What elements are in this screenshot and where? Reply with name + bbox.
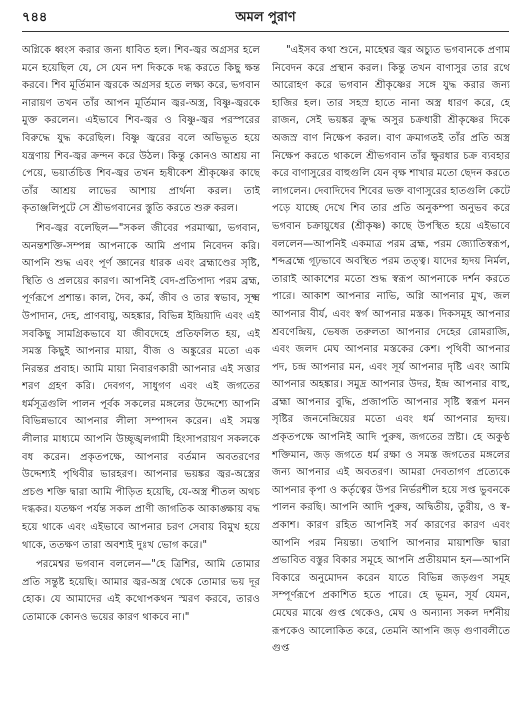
book-title: অমল পুরাণ [235, 10, 296, 25]
page-header [22, 8, 509, 28]
paragraph: পরমেশ্বর ভগবান বললেন—"হে ত্রিশির, আমি তোমার প্রতি সন্তুষ্ট হয়েছি। আমার জ্বর-অস্ত্র থেকে তোমার ভয় দূর হোক। যে আমাদের এই কথোপকথন স্মরণ করবে, তারও তোমাকে কোনও ভয়ের কারণ থাকবে না।" [22, 559, 260, 623]
page-number: ৭৪৪ [22, 10, 48, 25]
paragraph: শিব-জ্বর বলেছিল—"সকল জীবের পরমাত্মা, ভগবান, অনন্তশক্তি-সম্পন্ন আপনাকে আমি প্রণাম নিবেদন করি। আপনি শুদ্ধ এবং পূর্ণ জ্ঞানের ধারক এবং ব্রহ্মাণ্ডের সৃষ্টি, স্থিতি ও প্রলয়ের কারণ। আপনিই বেদ-প্রতিপাদ্য পরম ব্রহ্ম, পূর্ণরূপে প্রশান্ত। কাল, দৈব, কর্ম, জীব ও তার স্বভাব, সূক্ষ্ম উপাদান, দেহ, প্রাণবায়ু, অহঙ্কার, বিভিন্ন ইন্দ্রিয়াদি এবং এই সবকিছু সামগ্রিকভাবে যা জীবদেহে প্রতিফলিত হয়, এই সমস্ত কিছুই আপনার মায়া, বীজ ও অঙ্কুরের মতো এক নিরন্তর প্রবাহ। আমি মায়া নিবারণকারী আপনার এই সত্তার শরণ গ্রহণ করি। দেবগণ, সাধুগণ এবং এই জগতের ধর্মসূত্রগুলি পালন পূর্বক সকলের মঙ্গলের উদ্দেশ্যে আপনি বিভিন্নভাবে আপনার লীলা সম্পাদন করেন। এই সমস্ত লীলার মাধ্যমে আপনি উচ্ছৃঙ্খলগামী হিংসাপরায়ণ সকলকে বধ করেন। প্রকৃতপক্ষে, আপনার বর্তমান অবতরণের উদ্দেশ্যই পৃথিবীর ভারহরণ। আপনার ভয়ঙ্কর জ্বর-অস্ত্রের প্রচণ্ড শক্তি দ্বারা আমি পীড়িত হয়েছি, যে-অস্ত্র শীতল অথচ দগ্ধকর। যতক্ষণ পর্যন্ত সকল প্রাণী জাগতিক আকাঙ্ক্ষায় বদ্ধ হয়ে থাকে এবং এইভাবে আপনার চরণ সেবায় বিমুখ হয়ে থাকে, ততক্ষণ তারা অবশ্যই দুঃখ ভোগ করে।" [22, 222, 260, 551]
right-column [272, 42, 510, 699]
paragraph: "এইসব কথা শুনে, মাহেশ্বর জ্বর অচ্যুত ভগবানকে প্রণাম নিবেদন করে প্রস্থান করল। কিন্তু তখন বাণাসুর তার রথে আরোহণ করে ভগবান শ্রীকৃষ্ণের সঙ্গে যুদ্ধ করার জন্য হাজির হল। তার সহস্র হাতে নানা অস্ত্র ধারণ করে, হে রাজন, সেই ভয়ঙ্কর ক্রুদ্ধ অসুর চক্রধারী শ্রীকৃষ্ণের দিকে অজস্র বাণ নিক্ষেপ করল। বাণ ক্রমাগতই তাঁর প্রতি অস্ত্র নিক্ষেপ করতে থাকলে শ্রীভগবান তাঁর ক্ষুরধার চক্র ব্যবহার করে বাণাসুরের বাহুগুলি যেন বৃক্ষ শাখার মতো ছেদন করতে লাগলেন। দেবাদিদেব শিবের ভক্ত বাণাসুরের হাতগুলি কেটে পড়ে যাচ্ছে দেখে শিব তার প্রতি অনুকম্পা অনুভব করে ভগবান চক্রায়ুধের (শ্রীকৃষ্ণ) কাছে উপস্থিত হয়ে এইভাবে বললেন—আপনিই একমাত্র পরম ব্রহ্ম, পরম জ্যোতিস্বরূপ, শব্দব্রহ্মে গূঢ়ভাবে অবস্থিত পরম তত্ত্ব। যাদের হৃদয় নির্মল, তারাই আকাশের মতো শুদ্ধ স্বরূপ আপনাকে দর্শন করতে পারে। আকাশ আপনার নাভি, অগ্নি আপনার মুখ, জল আপনার বীর্য, এবং স্বর্গ আপনার মস্তক। দিকসমূহ আপনার শ্রবণেন্দ্রিয়, ভেষজ তরুলতা আপনার দেহের রোমরাজি, এবং জলদ মেঘ আপনার মস্তকের কেশ। পৃথিবী আপনার পদ, চন্দ্র আপনার মন, এবং সূর্য আপনার দৃষ্টি এবং আমি আপনার অহঙ্কার। সমুদ্র আপনার উদর, ইন্দ্র আপনার বাহু, ব্রহ্মা আপনার বুদ্ধি, প্রজাপতি আপনার সৃষ্টি স্বরূপ মনন সৃষ্টির জননেন্দ্রিয়ের মতো এবং ধর্ম আপনার হৃদয়। প্রকৃতপক্ষে আপনিই আদি পুরুষ, জগতের স্রষ্টা। হে অকুণ্ঠ শক্তিমান, জড় জগতে ধর্ম রক্ষা ও সমস্ত জগতের মঙ্গলের জন্য আপনার এই অবতরণ। আমরা দেবতাগণ প্রত্যেকে আপনার কৃপা ও কর্তৃত্বের উপর নির্ভরশীল হয়ে সপ্ত ভুবনকে পালন করছি। আপনি আদি পুরুষ, অদ্বিতীয়, তুরীয়, ও স্ব-প্রকাশ। কারণ রহিত আপনিই সর্ব কারণের কারণ এবং আপনি পরম নিয়ন্তা। তথাপি আপনার মায়াশক্তি দ্বারা প্রভাবিত বস্তুর বিকার সমূহে আপনি প্রতীয়মান হন—আপনি বিকারে অনুমোদন করেন যাতে বিভিন্ন জড়গুণ সমূহ সম্পূর্ণরূপে প্রকাশিত হতে পারে। হে ভূমন, সূর্য যেমন, মেঘের মাঝে গুপ্ত থেকেও, মেঘ ও অন্যান্য সকল দর্শনীয় রূপকেও আলোকিত করে, তেমনি আপনি জড় গুণাবলীতে গুপ্ত [272, 45, 510, 655]
paragraph: অগ্নিকে ধ্বংস করার জন্য ধাবিত হল। শিব-জ্বর অগ্রসর হলে মনে হয়েছিল যে, সে যেন দশ দিককে দগ্ধ করতে কিছু ক্ষন্ত করবে। শিব মূর্তিমান জ্বরকে অগ্রসর হতে লক্ষ্য করে, ভগবান নারায়ণ তখন তাঁর আপন মূর্তিমান জ্বর-অস্ত্র, বিষ্ণু-জ্বরকে মুক্ত করলেন। এইভাবে শিব-জ্বর ও বিষ্ণু-জ্বর পরস্পরের বিরুদ্ধে যুদ্ধ করেছিল। বিষ্ণু জ্বরের বলে অভিভূত হয়ে যন্ত্রণায় শিব-জ্বর ক্রন্দন করে উঠল। কিন্তু কোনও আশ্রয় না পেয়ে, ভয়ার্তচিত্ত শিব-জ্বর তখন হৃষীকেশ শ্রীকৃষ্ণের কাছে তাঁর আশ্রয় লাভের আশায় প্রার্থনা করল। তাই কৃতাঞ্জলিপুটে সে শ্রীভগবানের স্তুতি করতে শুরু করল। [22, 45, 260, 215]
header-rule [22, 31, 509, 32]
left-column [22, 42, 260, 699]
